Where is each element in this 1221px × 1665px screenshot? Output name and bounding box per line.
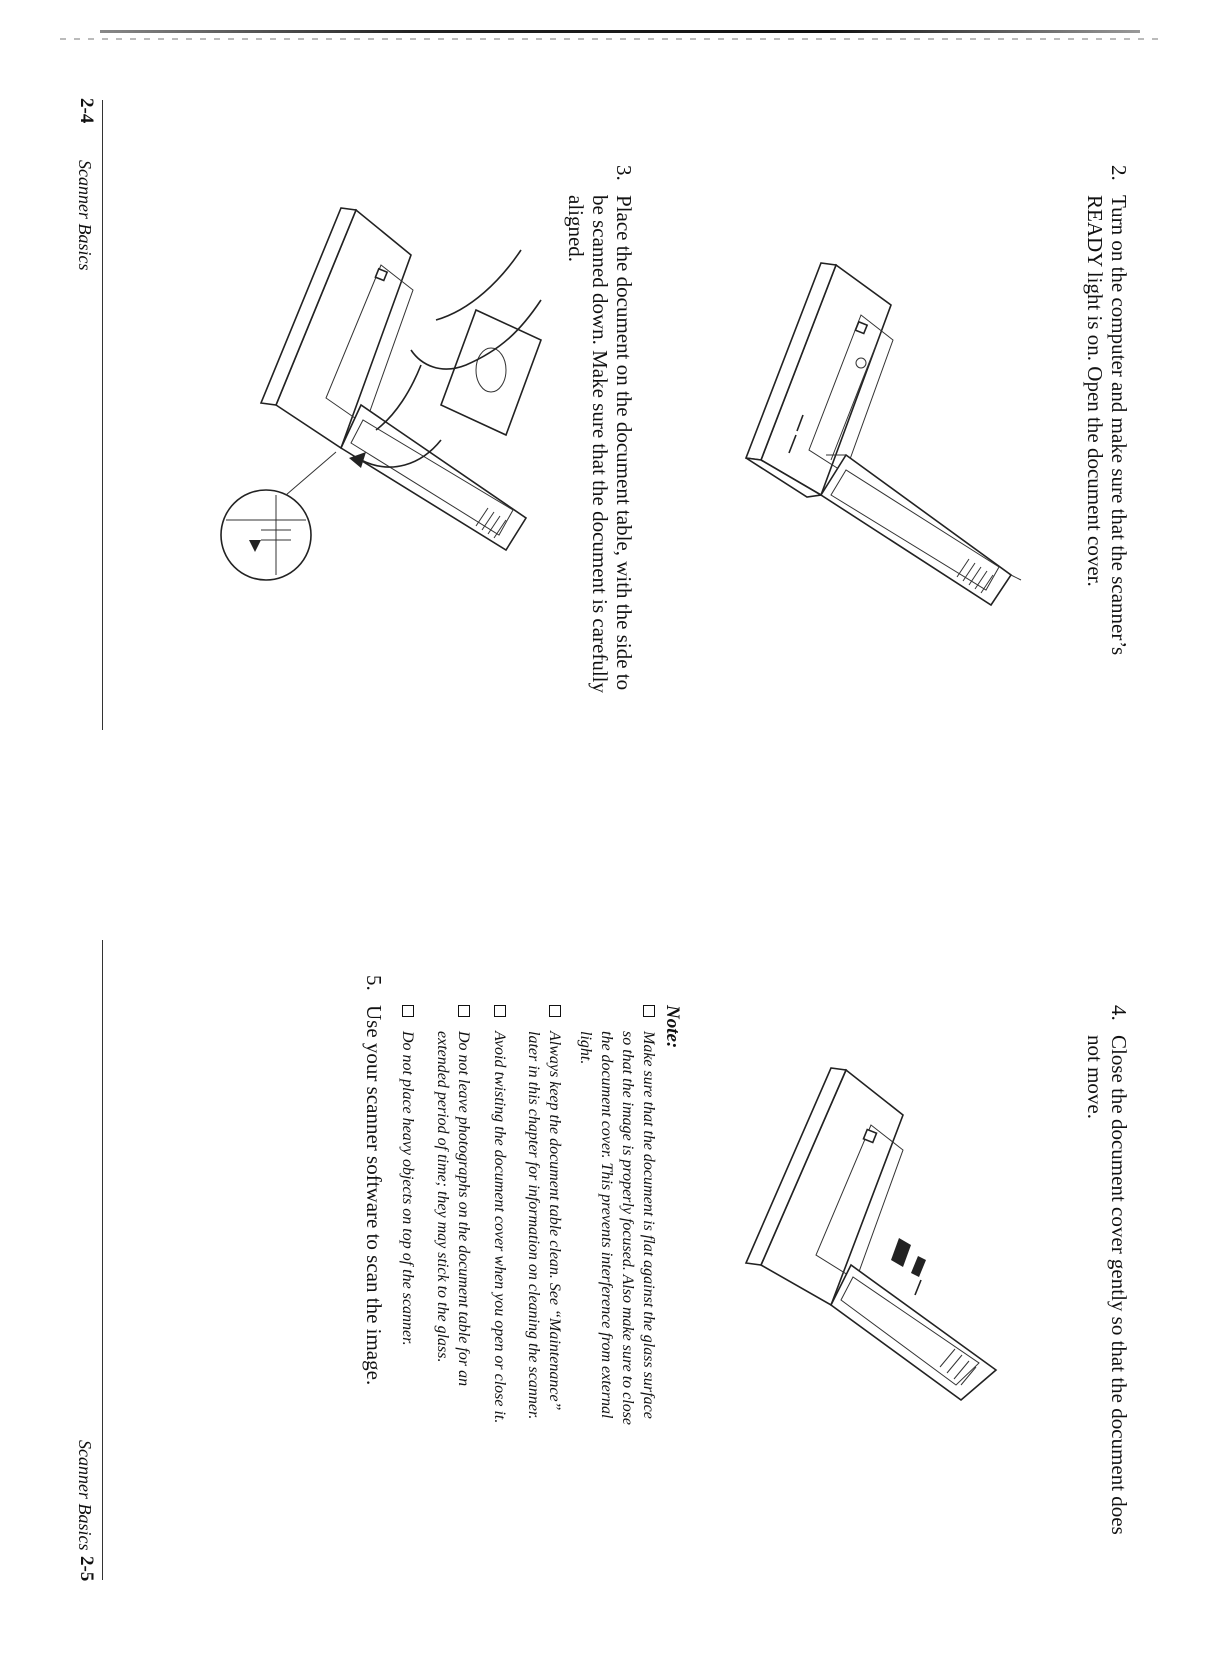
step-5 (356, 975, 386, 1595)
closing-cover-illustration (731, 1055, 1061, 1415)
step-number: 4. (1107, 1005, 1131, 1021)
note-title: Note: (662, 1005, 683, 1049)
scanner-body (746, 263, 893, 497)
note-bullet-text: Always keep the document table clean. See “Maintenance” (546, 1031, 563, 1411)
scanner-body (746, 1068, 903, 1305)
note-bullet (519, 1005, 565, 1665)
arrow-icon (891, 1238, 926, 1295)
note-bullet-text: extended period of time; they may stick to the glass. (434, 1031, 451, 1363)
step-text-line: READY light is on. Open the document cover. (1083, 195, 1107, 587)
note-bullet (569, 1005, 659, 1665)
checkbox-bullet-icon (494, 1005, 506, 1017)
note-bullet-text: Make sure that the document is flat against the glass surface (640, 1031, 657, 1419)
step-number: 3. (612, 165, 636, 181)
footer-section-right: Scanner Basics (75, 1440, 95, 1551)
step-text-line: not move. (1083, 1035, 1107, 1119)
step-number: 5. (362, 975, 386, 991)
step-number: 2. (1107, 165, 1131, 181)
alignment-detail-inset (221, 452, 336, 580)
note-bullet-text: so that the image is properly focused. Also make sure to close (619, 1031, 636, 1426)
page-number-right: 2-5 (76, 1556, 97, 1582)
page-number-left: 2-4 (76, 98, 97, 124)
step-text-line: aligned. (564, 195, 588, 263)
note-bullet-text: Do not leave photographs on the document table for an (455, 1031, 472, 1387)
note-bullet (394, 1005, 418, 1665)
document-cover-open (821, 455, 1021, 605)
document-cover-closing (831, 1265, 996, 1400)
step-text-line: Turn on the computer and make sure that the scanner’s (1107, 195, 1131, 656)
note-bullet-text: later in this chapter for information on cleaning the scanner. (525, 1031, 542, 1420)
checkbox-bullet-icon (458, 1005, 470, 1017)
checkbox-bullet-icon (549, 1005, 561, 1017)
note-bullet-text: light. (577, 1031, 594, 1065)
checkbox-bullet-icon (402, 1005, 414, 1017)
scanner-open-illustration (731, 245, 1051, 625)
step-text-line: Use your scanner software to scan the image. (362, 1005, 386, 1386)
note-bullet-text: Do not place heavy objects on top of the scanner. (399, 1031, 416, 1346)
step-text-line: Close the document cover gently so that the document does (1107, 1035, 1131, 1535)
note-bullet-text: the document cover. This prevents interference from external (598, 1031, 615, 1419)
footer-section-left: Scanner Basics (75, 160, 95, 271)
note-bullet-text: Avoid twisting the document cover when you open or close it. (491, 1031, 508, 1424)
note-bullet (486, 1005, 510, 1665)
note-bullet (428, 1005, 474, 1665)
footer-rule-right (102, 940, 103, 1580)
step-4 (1071, 1005, 1131, 1605)
step-2 (1071, 165, 1131, 885)
footer-rule-left (102, 100, 103, 730)
step-text-line: be scanned down. Make sure that the document is carefully (588, 195, 612, 694)
checkbox-bullet-icon (643, 1005, 655, 1017)
step-text-line: Place the document on the document table, with the side to (612, 195, 636, 691)
step-3 (556, 165, 636, 885)
placing-document-illustration (201, 190, 561, 610)
scanner-body (261, 208, 413, 448)
